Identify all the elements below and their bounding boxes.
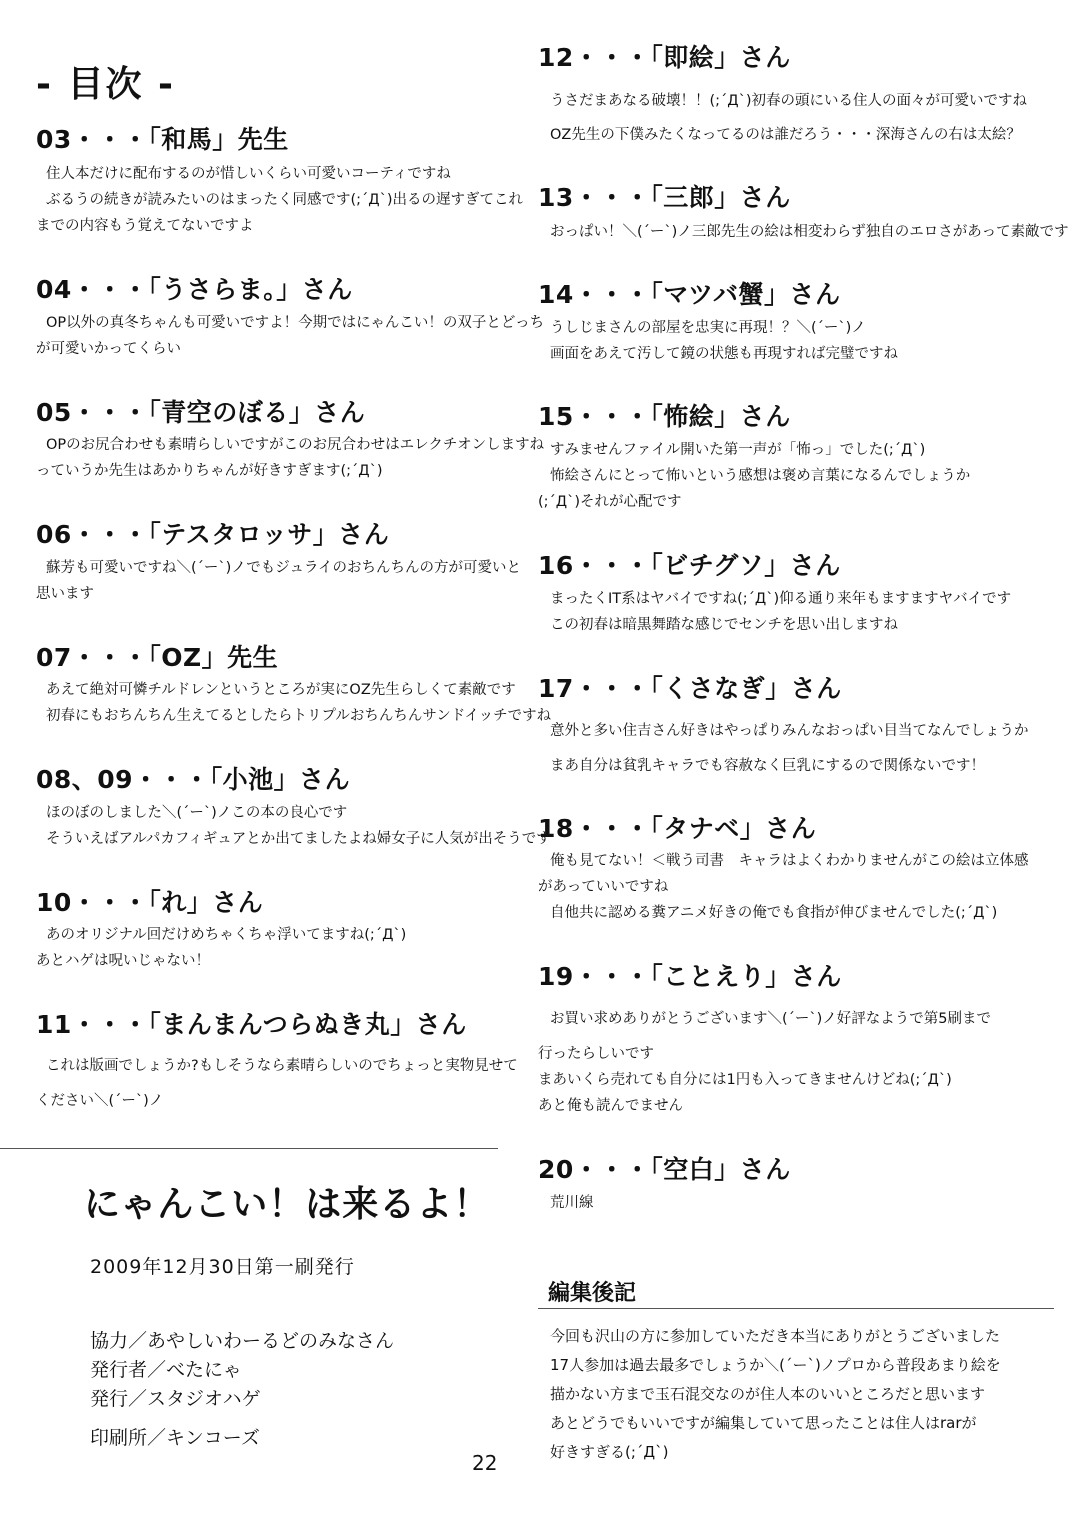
entry-line: 画面をあえて汚して鏡の状態も再現すれば完璧ですね	[550, 346, 898, 362]
editors-note-line: 今回も沢山の方に参加していただき本当にありがとうございました	[550, 1327, 1001, 1345]
entry-line: OZ先生の下僕みたくなってるのは誰だろう・・・深海さんの右は太絵？	[550, 127, 1021, 143]
entry-heading: 19・・・「ことえり」さん	[538, 962, 842, 991]
entry-line: っていうか先生はあかりちゃんが好きすぎます(;´Д`)	[36, 463, 383, 479]
page-number: 22	[472, 1451, 498, 1475]
entry-line: 思います	[36, 586, 94, 602]
entry-heading: 12・・・「即絵」さん	[538, 43, 791, 72]
entry-line: まったくIT系はヤバイですね(;´Д`)仰る通り来年もますますヤバイです	[550, 591, 1012, 607]
entry-line: 意外と多い住吉さん好きはやっぱりみんなおっぱい目当てなんでしょうか	[550, 723, 1029, 739]
entry-line: 蘇芳も可愛いですね＼(´ー`)ノでもジュライのおちんちんの方が可愛いと	[46, 560, 522, 576]
entry-line: あとハゲは呪いじゃない！	[36, 953, 210, 969]
colophon-cooperation: 協力／あやしいわーるどのみなさん	[90, 1330, 395, 1352]
entry-line: 自他共に認める糞アニメ好きの俺でも食指が伸びませんでした(;´Д`)	[550, 905, 998, 921]
entry-heading: 17・・・「くさなぎ」さん	[538, 674, 842, 703]
entry-line: あと俺も読んでません	[538, 1098, 683, 1114]
entry-heading: 04・・・「うさらま。」さん	[36, 275, 353, 304]
colophon-publisher: 発行／スタジオハゲ	[90, 1388, 261, 1410]
entry-line: この初春は暗黒舞踏な感じでセンチを思い出しますね	[550, 617, 898, 633]
entry-line: 怖絵さんにとって怖いという感想は褒め言葉になるんでしょうか	[550, 468, 971, 484]
colophon-publisher-person: 発行者／べたにゃ	[90, 1359, 242, 1381]
entry-heading: 20・・・「空白」さん	[538, 1155, 791, 1184]
entry-line: OPのお尻合わせも素晴らしいですがこのお尻合わせはエレクチオンしますね	[46, 437, 545, 453]
editors-note-line: あとどうでもいいですが編集していて思ったことは住人はrarが	[550, 1414, 977, 1432]
entry-line: 荒川線	[550, 1195, 594, 1211]
entry-line: が可愛いかってくらい	[36, 341, 181, 357]
entry-line: あえて絶対可憐チルドレンというところが実にOZ先生らしくて素敵です	[46, 682, 516, 698]
entry-line: そういえばアルパカフィギュアとか出てましたよね婦女子に人気が出そうです	[46, 831, 551, 847]
divider	[538, 1308, 1054, 1309]
entry-line: 俺も見てない！＜戦う司書 キャラはよくわかりませんがこの絵は立体感	[550, 853, 1029, 869]
entry-line: お買い求めありがとうございます＼(´ー`)ノ好評なようで第5刷まで	[550, 1011, 992, 1027]
editors-note-line: 好きすぎる(;´Д`)	[550, 1443, 669, 1461]
entry-line: おっぱい！＼(´ー`)ノ三郎先生の絵は相変わらず独自のエロさがあって素敵です	[550, 224, 1069, 240]
editors-note-title: 編集後記	[548, 1281, 637, 1306]
entry-heading: 06・・・「テスタロッサ」さん	[36, 520, 390, 549]
colophon-title: にゃんこい！は来るよ！	[84, 1184, 491, 1225]
entry-line: 住人本だけに配布するのが惜しいくらい可愛いコーティですね	[46, 166, 451, 182]
toc-title: - 目次 -	[36, 64, 175, 105]
entry-line: までの内容もう覚えてないですよ	[36, 218, 254, 234]
entry-heading: 15・・・「怖絵」さん	[538, 402, 791, 431]
entry-heading: 03・・・「和馬」先生	[36, 125, 289, 154]
entry-line: があっていいですね	[538, 879, 669, 895]
entry-heading: 07・・・「OZ」先生	[36, 643, 279, 672]
editors-note-line: 描かない方まで玉石混交なのが住人本のいいところだと思います	[550, 1385, 986, 1403]
entry-heading: 16・・・「ビチグソ」さん	[538, 551, 841, 580]
entry-line: 初春にもおちんちん生えてるとしたらトリプルおちんちんサンドイッチですね	[46, 708, 552, 724]
entry-line: うしじまさんの部屋を忠実に再現！？＼(´ー`)ノ	[550, 320, 866, 336]
editors-note-line: 17人参加は過去最多でしょうか＼(´ー`)ノプロから普段あまり絵を	[550, 1356, 1001, 1374]
entry-line: これは版画でしょうか?もしそうなら素晴らしいのでちょっと実物見せて	[46, 1058, 518, 1074]
entry-line: うさだまあなる破壊！！(;´Д`)初春の頭にいる住人の面々が可愛いですね	[550, 93, 1028, 109]
entry-line: まあいくら売れても自分には1円も入ってきませんけどね(;´Д`)	[538, 1072, 952, 1088]
entry-heading: 18・・・「タナベ」さん	[538, 814, 817, 843]
entry-heading: 08、09・・・「小池」さん	[36, 765, 351, 794]
entry-heading: 05・・・「青空のぼる」さん	[36, 398, 366, 427]
colophon-printer: 印刷所／キンコーズ	[90, 1427, 260, 1449]
entry-line: あのオリジナル回だけめちゃくちゃ浮いてますね(;´Д`)	[46, 927, 407, 943]
entry-line: ほのぼのしました＼(´ー`)ノこの本の良心です	[46, 805, 348, 821]
divider	[0, 1148, 498, 1149]
entry-line: ぶるうの続きが読みたいのはまったく同感です(;´Д`)出るの遅すぎてこれ	[46, 192, 524, 208]
entry-heading: 13・・・「三郎」さん	[538, 183, 791, 212]
entry-line: OP以外の真冬ちゃんも可愛いですよ！今期ではにゃんこい！の双子とどっち	[46, 315, 545, 331]
entry-heading: 10・・・「れ」さん	[36, 888, 264, 917]
entry-line: (;´Д`)それが心配です	[538, 494, 682, 510]
entry-heading: 14・・・「マツバ蟹」さん	[538, 280, 841, 309]
entry-line: まあ自分は貧乳キャラでも容赦なく巨乳にするので関係ないです！	[550, 758, 985, 774]
entry-line: 行ったらしいです	[538, 1046, 654, 1062]
entry-line: すみませんファイル開いた第一声が「怖っ」でした(;´Д`)	[550, 442, 926, 458]
entry-heading: 11・・・「まんまんつらぬき丸」さん	[36, 1010, 467, 1039]
colophon-date: 2009年12月30日第一刷発行	[90, 1256, 355, 1278]
entry-line: ください＼(´ー`)ノ	[36, 1093, 164, 1109]
